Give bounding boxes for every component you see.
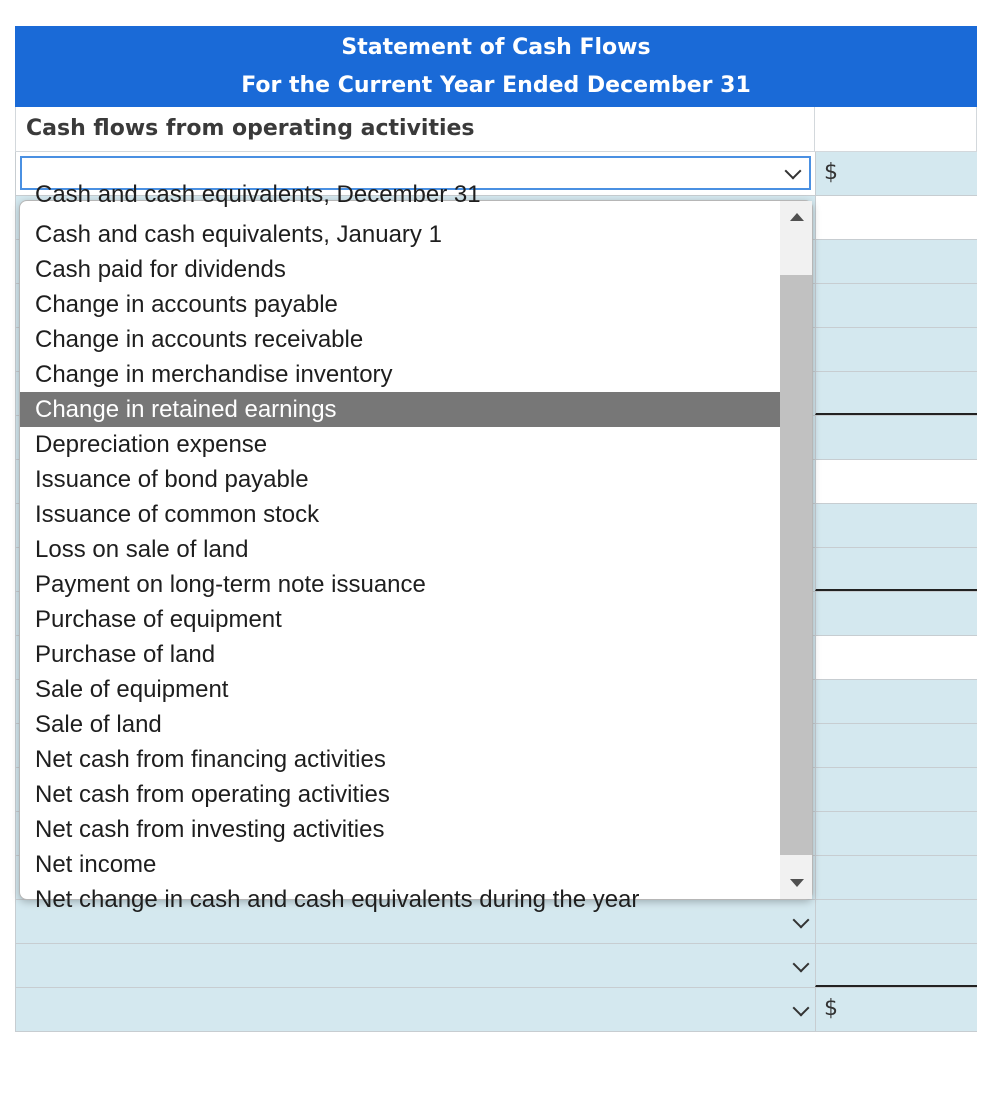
dropdown-option[interactable]: Sale of equipment (35, 676, 229, 703)
chevron-down-icon (793, 912, 810, 929)
dropdown-option[interactable]: Net cash from financing activities (35, 746, 386, 773)
statement-subtitle: For the Current Year Ended December 31 (241, 73, 751, 98)
amount-input[interactable] (815, 416, 977, 459)
dropdown-option[interactable]: Payment on long-term note issuance (35, 571, 426, 598)
amount-input[interactable] (815, 812, 977, 855)
amount-input[interactable] (815, 768, 977, 811)
scrollbar-thumb[interactable] (780, 275, 812, 855)
dropdown-option[interactable]: Net change in cash and cash equivalents during the year (35, 886, 640, 913)
dropdown-option[interactable]: Depreciation expense (35, 431, 268, 458)
dropdown-scrollbar[interactable] (780, 201, 812, 899)
amount-input[interactable] (815, 196, 977, 239)
amount-input[interactable] (815, 592, 977, 635)
line-item-select[interactable] (15, 988, 815, 1031)
dropdown-option[interactable]: Purchase of land (35, 641, 216, 668)
table-row (15, 988, 977, 1032)
dropdown-option[interactable]: Sale of land (35, 711, 162, 738)
amount-input[interactable] (815, 944, 977, 987)
dropdown-option-highlighted[interactable]: Change in retained earnings (20, 392, 780, 427)
dropdown-option[interactable]: Change in merchandise inventory (35, 361, 393, 388)
dropdown-option[interactable]: Cash and cash equivalents, December 31 (35, 181, 481, 208)
scroll-down-arrow-icon[interactable] (790, 879, 804, 887)
chevron-down-icon (793, 1000, 810, 1017)
dropdown-option[interactable]: Net cash from operating activities (35, 781, 390, 808)
dropdown-option[interactable]: Cash paid for dividends (35, 256, 286, 283)
scroll-up-arrow-icon[interactable] (790, 213, 804, 221)
dollar-sign: $ (824, 996, 838, 1021)
section-row (15, 107, 977, 152)
amount-input[interactable] (815, 988, 977, 1031)
dropdown-option[interactable]: Net income (35, 851, 157, 878)
amount-input[interactable] (815, 900, 977, 943)
chevron-down-icon (785, 163, 802, 180)
dropdown-option[interactable]: Issuance of common stock (35, 501, 320, 528)
dollar-sign: $ (824, 160, 838, 185)
amount-input[interactable] (815, 372, 977, 415)
dropdown-option[interactable]: Change in accounts payable (35, 291, 338, 318)
amount-input[interactable] (815, 152, 977, 195)
amount-input[interactable] (815, 680, 977, 723)
dropdown-option[interactable]: Net cash from investing activities (35, 816, 385, 843)
chevron-down-icon (793, 956, 810, 973)
amount-input[interactable] (815, 328, 977, 371)
line-item-dropdown-list[interactable] (19, 181, 813, 913)
statement-title: Statement of Cash Flows (341, 35, 651, 60)
dropdown-option[interactable]: Purchase of equipment (35, 606, 282, 633)
statement-header (15, 26, 977, 107)
dropdown-option[interactable]: Change in accounts receivable (35, 326, 364, 353)
amount-input[interactable] (815, 856, 977, 899)
amount-input[interactable] (815, 548, 977, 591)
line-item-select[interactable] (15, 944, 815, 987)
dropdown-options (20, 181, 780, 913)
amount-input[interactable] (815, 724, 977, 767)
amount-input[interactable] (815, 504, 977, 547)
table-row (15, 944, 977, 988)
dropdown-option[interactable]: Cash and cash equivalents, January 1 (35, 221, 442, 248)
section-amount-cell (815, 107, 977, 151)
amount-input[interactable] (815, 284, 977, 327)
amount-input[interactable] (815, 460, 977, 503)
section-label: Cash flows from operating activities (15, 107, 815, 151)
amount-input[interactable] (815, 240, 977, 283)
dropdown-option[interactable]: Issuance of bond payable (35, 466, 309, 493)
amount-input[interactable] (815, 636, 977, 679)
dropdown-option[interactable]: Loss on sale of land (35, 536, 249, 563)
